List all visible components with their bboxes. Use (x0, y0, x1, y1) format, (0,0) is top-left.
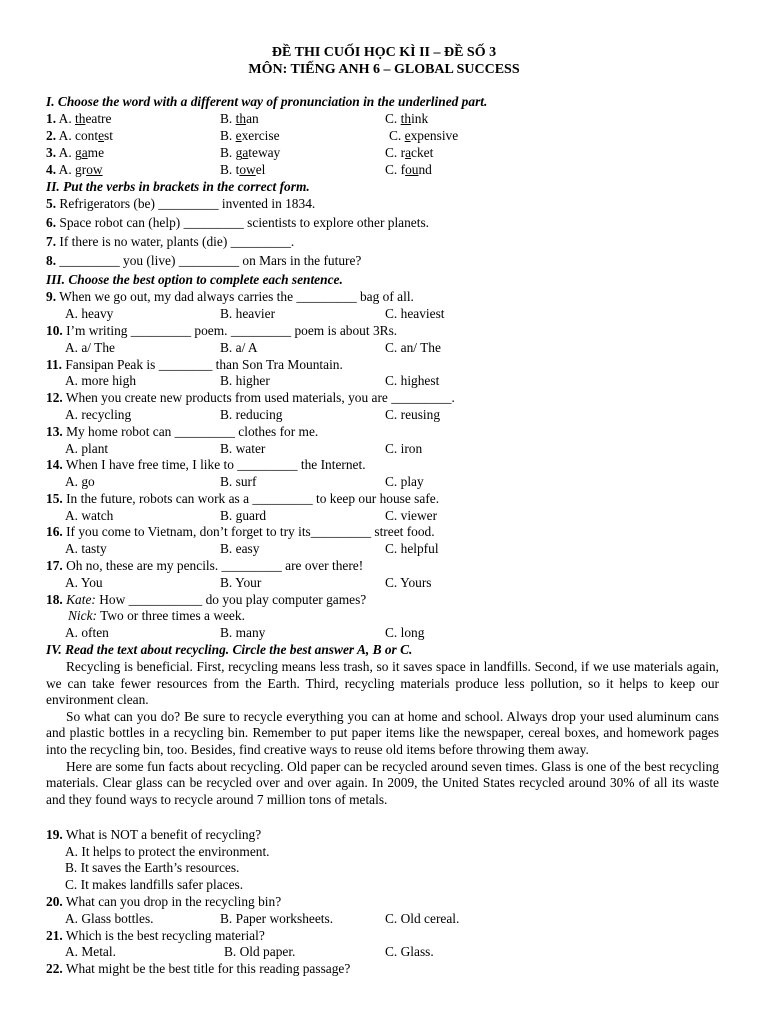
question-9: 9. When we go out, my dad always carries the _________ bag of all. (46, 289, 414, 304)
question-7: 7. If there is no water, plants (die) _________. (46, 234, 295, 249)
q12-option-a: A. recycling (65, 407, 132, 422)
q4-option-c: C. found (385, 162, 432, 177)
q18-option-b: B. many (220, 625, 266, 640)
q13-option-b: B. water (220, 441, 266, 456)
q15-option-a: A. watch (65, 508, 114, 523)
question-13: 13. My home robot can _________ clothes for me. (46, 424, 319, 439)
q10-option-a: A. a/ The (65, 340, 115, 355)
q10-option-b: B. a/ A (220, 340, 258, 355)
q3-option-c: C. racket (385, 145, 434, 160)
q1-option-c: C. think (385, 111, 429, 126)
q19-option-b: B. It saves the Earth’s resources. (65, 860, 240, 875)
question-11: 11. Fansipan Peak is ________ than Son Tra Mountain. (46, 357, 343, 372)
q16-option-c: C. helpful (385, 541, 439, 556)
question-6: 6. Space robot can (help) _________ scientists to explore other planets. (46, 215, 430, 230)
question-14: 14. When I have free time, I like to _________ the Internet. (46, 457, 366, 472)
q3-option-b: B. gateway (220, 145, 281, 160)
q11-option-c: C. highest (385, 373, 440, 388)
question-4: 4. A. grow (46, 162, 103, 177)
q16-option-b: B. easy (220, 541, 260, 556)
question-5: 5. Refrigerators (be) _________ invented in 1834. (46, 196, 316, 211)
question-2: 2. A. contest (46, 128, 113, 143)
question-21: 21. Which is the best recycling material? (46, 928, 265, 943)
q14-option-a: A. go (65, 474, 95, 489)
q15-option-c: C. viewer (385, 508, 438, 523)
exam-title: ĐỀ THI CUỐI HỌC KÌ II – ĐỀ SỐ 3 (271, 45, 497, 60)
question-18: 18. Kate: How ___________ do you play computer games? (46, 592, 367, 607)
section-3-heading: III. Choose the best option to complete each sentence. (46, 272, 343, 287)
q12-option-c: C. reusing (385, 407, 441, 422)
reading-passage (46, 659, 719, 808)
section-2-heading: II. Put the verbs in brackets in the correct form. (46, 179, 310, 194)
q21-option-c: C. Glass. (385, 944, 434, 959)
question-12: 12. When you create new products from used materials, you are _________. (46, 390, 455, 405)
section-1-heading: I. Choose the word with a different way of pronunciation in the underlined part. (46, 94, 488, 109)
q20-option-b: B. Paper worksheets. (220, 911, 334, 926)
q14-option-c: C. play (385, 474, 424, 489)
q14-option-b: B. surf (220, 474, 257, 489)
q2-option-c: C. expensive (389, 128, 459, 143)
q21-option-a: A. Metal. (65, 944, 116, 959)
q20-option-c: C. Old cereal. (385, 911, 460, 926)
passage-paragraph-1: Recycling is beneficial. First, recycling means less trash, so it saves space in landfills. Second, if we use materials again, we can take fewer resources from the Earth. Third, recycling materials produce less pollution, so it helps to keep our environment clean. (46, 659, 719, 708)
q17-option-a: A. You (65, 575, 103, 590)
q18-option-c: C. long (385, 625, 425, 640)
q18-option-a: A. often (65, 625, 109, 640)
q11-option-a: A. more high (65, 373, 137, 388)
q19-option-a: A. It helps to protect the environment. (65, 844, 270, 859)
q2-option-b: B. exercise (220, 128, 280, 143)
q10-option-c: C. an/ The (385, 340, 441, 355)
q17-option-b: B. Your (220, 575, 262, 590)
q13-option-a: A. plant (65, 441, 109, 456)
q4-option-b: B. towel (220, 162, 266, 177)
q9-option-a: A. heavy (65, 306, 114, 321)
q16-option-a: A. tasty (65, 541, 107, 556)
q9-option-b: B. heavier (220, 306, 276, 321)
question-8: 8. _________ you (live) _________ on Mars in the future? (46, 253, 362, 268)
q21-option-b: B. Old paper. (224, 944, 296, 959)
section-4-heading: IV. Read the text about recycling. Circle the best answer A, B or C. (46, 642, 413, 657)
question-17: 17. Oh no, these are my pencils. _________ are over there! (46, 558, 364, 573)
q19-option-c: C. It makes landfills safer places. (65, 877, 244, 892)
question-10: 10. I’m writing _________ poem. _________ poem is about 3Rs. (46, 323, 398, 338)
q18-nick-line: Nick: Two or three times a week. (68, 608, 245, 623)
q13-option-c: C. iron (385, 441, 423, 456)
question-16: 16. If you come to Vietnam, don’t forget to try its_________ street food. (46, 524, 435, 539)
q15-option-b: B. guard (220, 508, 267, 523)
q9-option-c: C. heaviest (385, 306, 445, 321)
question-3: 3. A. game (46, 145, 105, 160)
passage-paragraph-3: Here are some fun facts about recycling. Old paper can be recycled around seven times. Glass is one of the best recycling materials. Clear glass can be recycled over and over again. In 2009, the United States recycled around 30% of all its waste and they found ways to recycle around 7 million tons of metals. (46, 758, 719, 807)
question-19: 19. What is NOT a benefit of recycling? (46, 827, 262, 842)
q17-option-c: C. Yours (385, 575, 432, 590)
passage-paragraph-2: So what can you do? Be sure to recycle everything you can at home and school. Always drop your used aluminum cans and plastic bottles in a recycling bin. Remember to put paper items like the newspaper, cereal boxes, and homework pages into the recycling bin, too. Besides, find creative ways to reuse old items before throwing them away. (46, 708, 719, 757)
question-22: 22. What might be the best title for this reading passage? (46, 961, 351, 976)
question-1: 1. A. theatre (46, 111, 112, 126)
q12-option-b: B. reducing (220, 407, 283, 422)
question-20: 20. What can you drop in the recycling bin? (46, 894, 282, 909)
question-15: 15. In the future, robots can work as a _________ to keep our house safe. (46, 491, 440, 506)
q11-option-b: B. higher (220, 373, 270, 388)
exam-subtitle: MÔN: TIẾNG ANH 6 – GLOBAL SUCCESS (248, 62, 520, 77)
q1-option-b: B. than (220, 111, 259, 126)
q20-option-a: A. Glass bottles. (65, 911, 154, 926)
